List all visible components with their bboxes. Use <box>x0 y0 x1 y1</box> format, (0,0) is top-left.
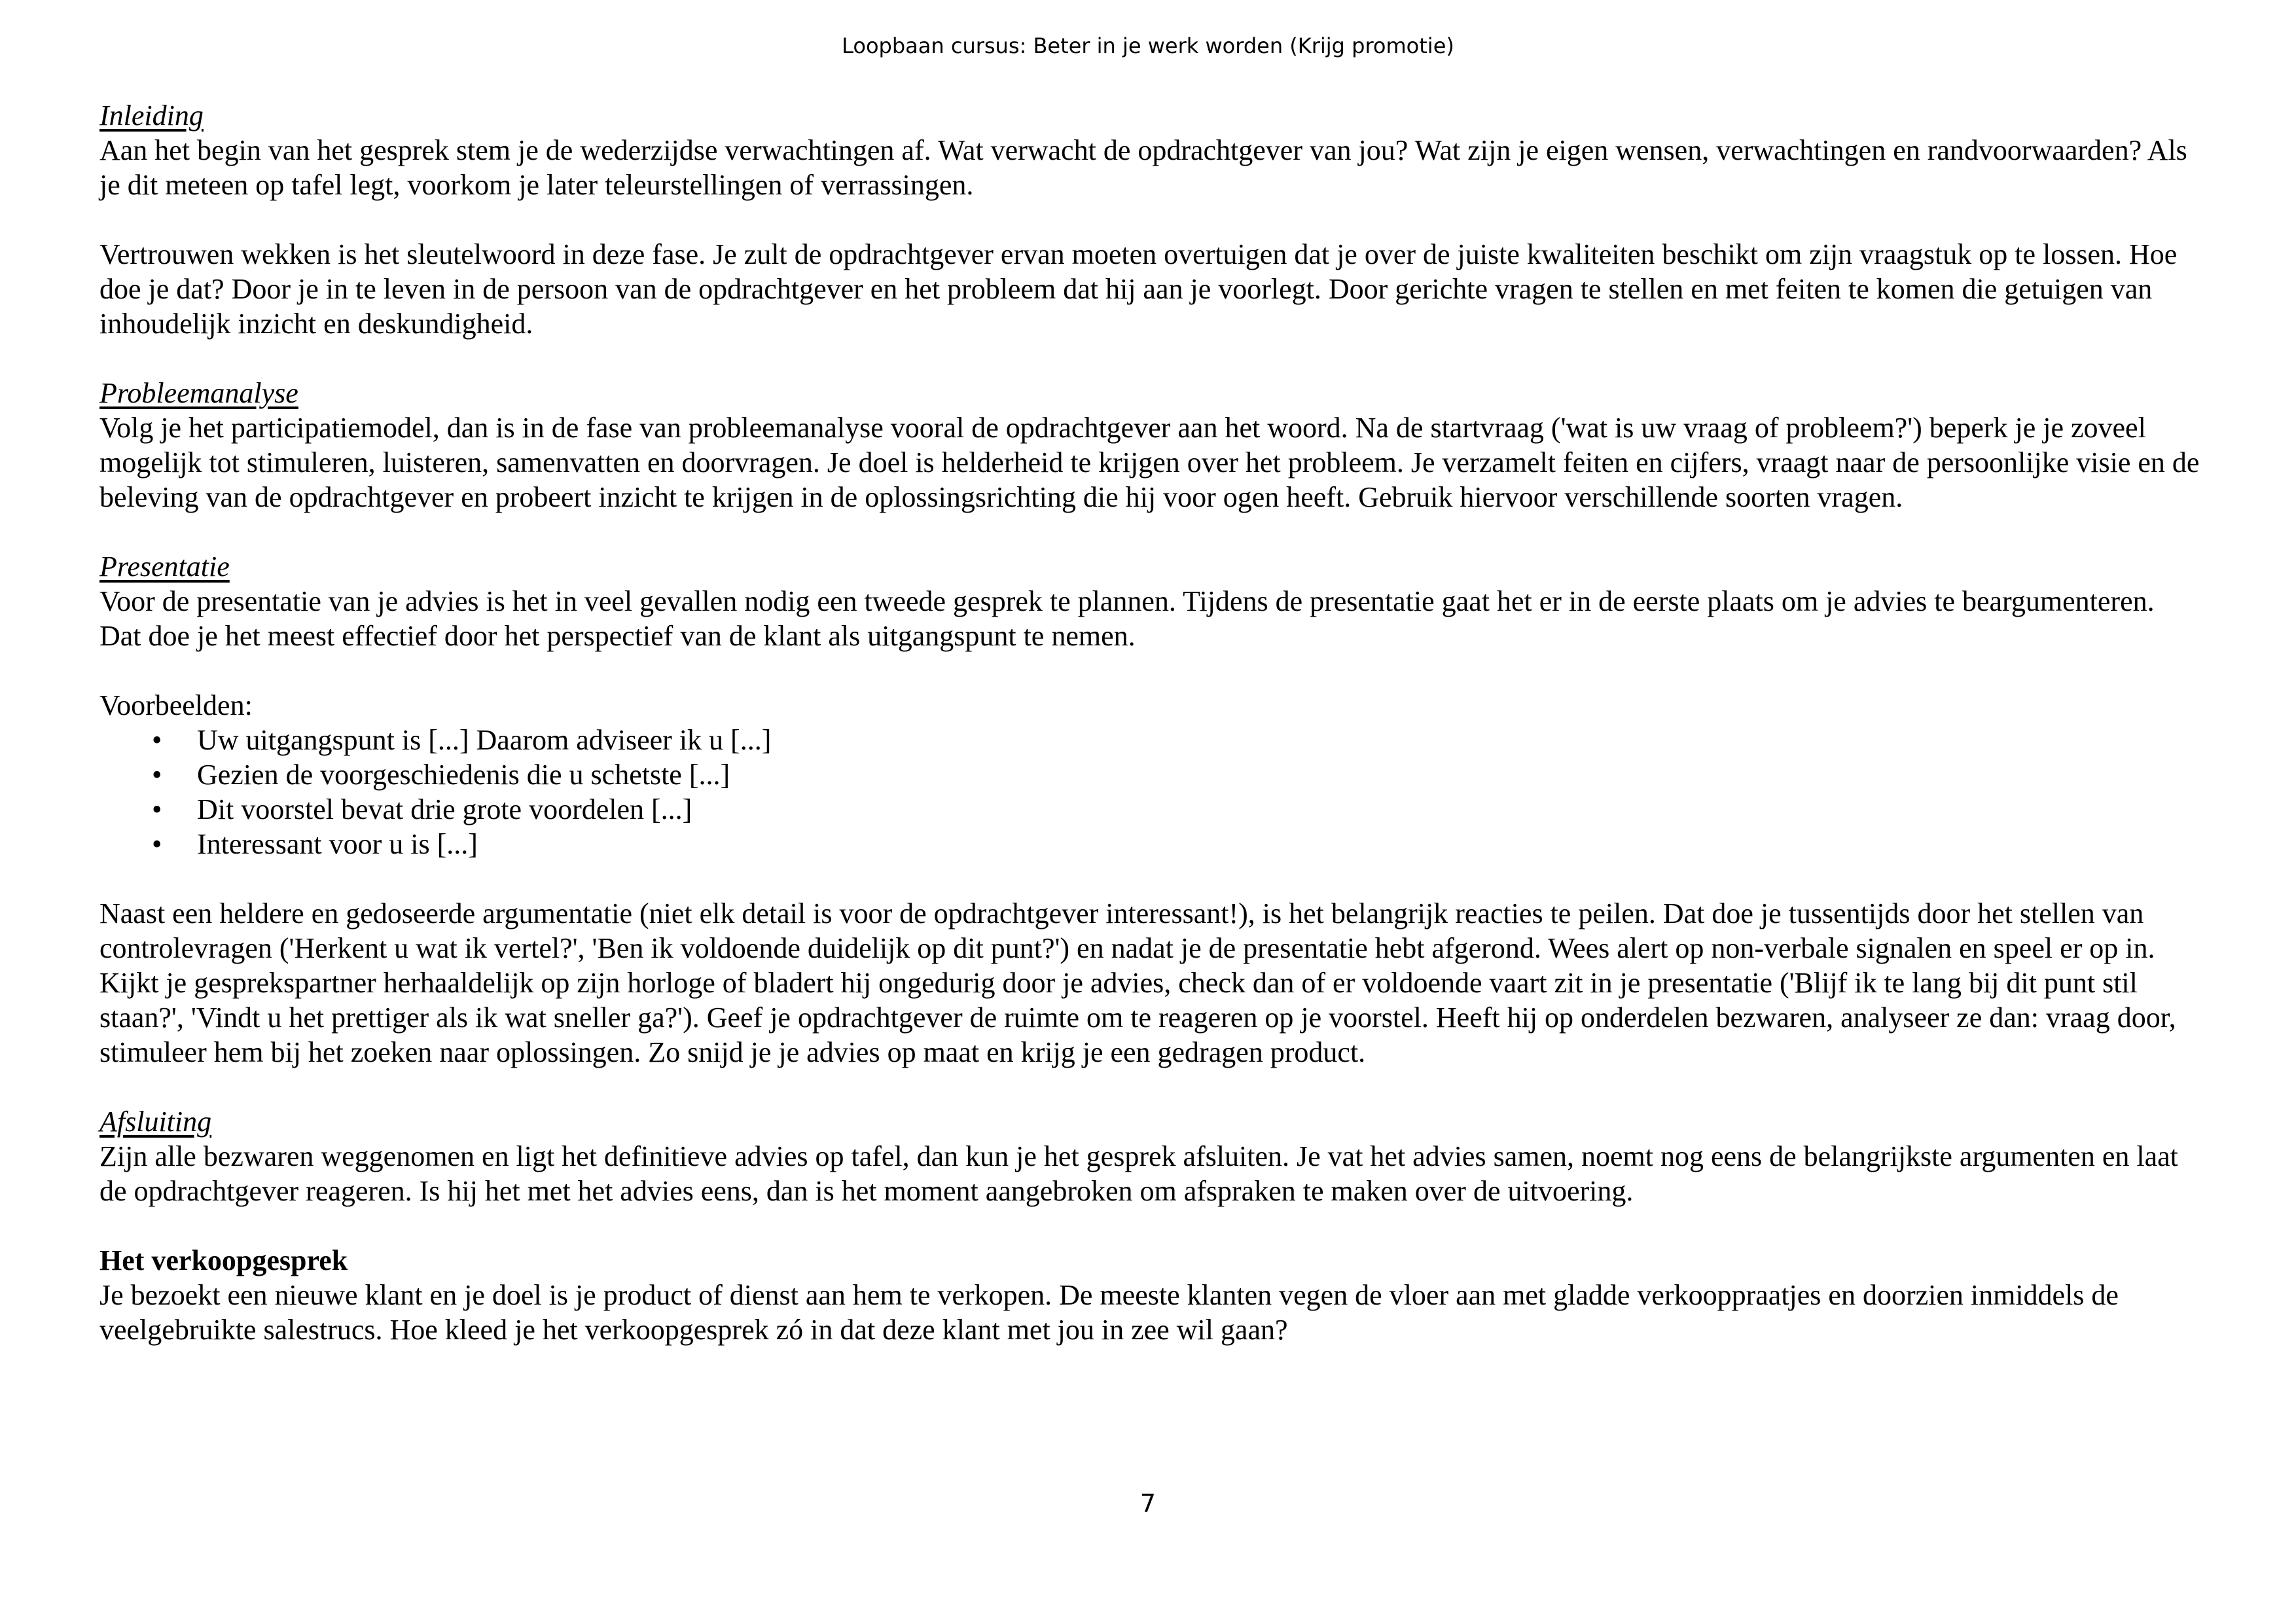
paragraph-spacer <box>99 653 2200 688</box>
section-heading-presentatie: Presentatie <box>99 550 230 583</box>
paragraph-verkoopgesprek-1: Je bezoekt een nieuwe klant en je doel is je product of dienst aan hem te verkopen. De meeste klanten vegen de vloer aan met gladde verkooppraatjes en doorzien inmiddels de veelgebruikte salestrucs. Hoe kleed je het verkoopgesprek zó in dat deze klant met jou in zee wil gaan? <box>99 1279 2119 1346</box>
section-heading-verkoopgesprek: Het verkoopgesprek <box>99 1244 348 1276</box>
section-heading-inleiding: Inleiding <box>99 99 204 132</box>
section-heading-afsluiting: Afsluiting <box>99 1106 212 1138</box>
paragraph-afsluiting-1: Zijn alle bezwaren weggenomen en ligt het definitieve advies op tafel, dan kun je het gesprek afsluiten. Je vat het advies samen, noemt nog eens de belangrijkste argumenten en laat de opdrachtgever reageren. Is hij het met het advies eens, dan is het moment aangebroken om afspraken te maken over de uitvoering. <box>99 1140 2178 1207</box>
paragraph-spacer <box>99 1070 2200 1104</box>
paragraph-inleiding-1: Aan het begin van het gesprek stem je de wederzijdse verwachtingen af. Wat verwacht de opdrachtgever van jou? Wat zijn je eigen wensen, verwachtingen en randvoorwaarden? Als je dit meteen op tafel legt, voorkom je later teleurstellingen of verrassingen. <box>99 134 2187 201</box>
list-item <box>99 827 2200 861</box>
paragraph-inleiding-2: Vertrouwen wekken is het sleutelwoord in deze fase. Je zult de opdrachtgever ervan moeten overtuigen dat je over de juiste kwaliteiten beschikt om zijn vraagstuk op te lossen. Hoe doe je dat? Door je in te leven in de persoon van de opdrachtgever en het probleem dat hij aan je voorlegt. Door gerichte vragen te stellen en met feiten te komen die getuigen van inhoudelijk inzicht en deskundigheid. <box>99 238 2178 340</box>
list-item <box>99 792 2200 827</box>
list-item-text: Interessant voor u is [...] <box>197 828 478 860</box>
section-heading-probleemanalyse: Probleemanalyse <box>99 377 298 409</box>
list-item-text: Uw uitgangspunt is [...] Daarom adviseer ik u [...] <box>197 724 772 756</box>
examples-label: Voorbeelden: <box>99 689 253 721</box>
bullet-icon: • <box>152 724 162 756</box>
paragraph-spacer <box>99 1208 2200 1243</box>
list-item-text: Dit voorstel bevat drie grote voordelen [...] <box>197 793 692 825</box>
bullet-icon: • <box>152 828 162 860</box>
list-item <box>99 757 2200 792</box>
paragraph-spacer <box>99 861 2200 896</box>
list-item <box>99 723 2200 757</box>
paragraph-spacer <box>99 341 2200 376</box>
bullet-icon: • <box>152 793 162 825</box>
paragraph-probleemanalyse-1: Volg je het participatiemodel, dan is in de fase van probleemanalyse vooral de opdrachtgever aan het woord. Na de startvraag ('wat is uw vraag of probleem?') beperk je je zoveel mogelijk tot stimuleren, luisteren, samenvatten en doorvragen. Je doel is helderheid te krijgen over het probleem. Je verzamelt feiten en cijfers, vraagt naar de persoonlijke visie en de beleving van de opdrachtgever en probeert inzicht te krijgen in de oplossingsrichting die hij voor ogen heeft. Gebruik hiervoor verschillende soorten vragen. <box>99 412 2200 513</box>
list-item-text: Gezien de voorgeschiedenis die u schetste [...] <box>197 759 730 791</box>
document-body <box>99 98 2200 1347</box>
paragraph-spacer <box>99 514 2200 549</box>
paragraph-spacer <box>99 202 2200 237</box>
page-number: 7 <box>1139 1489 1157 1518</box>
paragraph-presentatie-1: Voor de presentatie van je advies is het in veel gevallen nodig een tweede gesprek te plannen. Tijdens de presentatie gaat het er in de eerste plaats om je advies te beargumenteren. Dat doe je het meest effectief door het perspectief van de klant als uitgangspunt te nemen. <box>99 585 2155 652</box>
bullet-icon: • <box>152 759 162 791</box>
paragraph-presentatie-2: Naast een heldere en gedoseerde argumentatie (niet elk detail is voor de opdrachtgever interessant!), is het belangrijk reacties te peilen. Dat doe je tussentijds door het stellen van controlevragen ('Herkent u wat ik vertel?', 'Ben ik voldoende duidelijk op dit punt?') en nadat je de presentatie hebt afgerond. Wees alert op non-verbale signalen en speel er op in. Kijkt je gesprekspartner herhaaldelijk op zijn horloge of bladert hij ongedurig door je advies, check dan of er voldoende vaart zit in je presentatie ('Blijf ik te lang bij dit punt stil staan?', 'Vindt u het prettiger als ik wat sneller ga?'). Geef je opdrachtgever de ruimte om te reageren op je voorstel. Heeft hij op onderdelen bezwaren, analyseer ze dan: vraag door, stimuleer hem bij het zoeken naar oplossingen. Zo snijd je je advies op maat en krijg je een gedragen product. <box>99 897 2176 1068</box>
page-header: Loopbaan cursus: Beter in je werk worden (Krijg promotie) <box>842 33 1454 58</box>
examples-list <box>99 723 2200 861</box>
